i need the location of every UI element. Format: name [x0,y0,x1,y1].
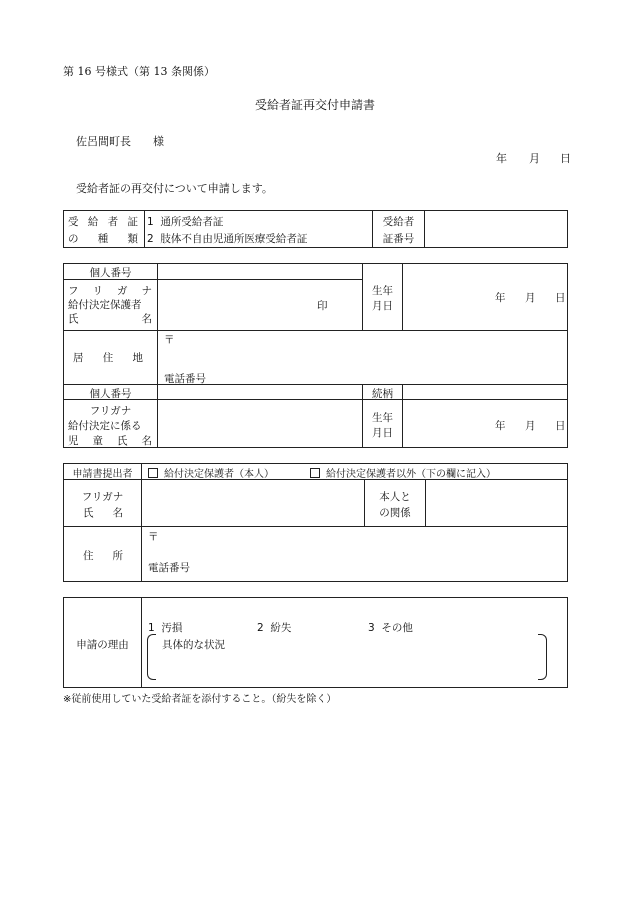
submitter-address-field[interactable] [143,527,566,581]
header-date-day[interactable]: 日 [560,152,571,165]
reason-option-soiled[interactable]: 1 汚損 [148,622,183,634]
child-name-label: 給付決定に係る [68,420,142,432]
guardian-phone-label: 電話番号 [164,373,206,385]
submitter-label: 申請書提出者 [72,469,133,480]
guardian-birth-month[interactable]: 月 [525,292,536,304]
certificate-number-label: 受給者 [382,216,415,228]
reason-label: 申請の理由 [76,639,129,651]
child-name-field[interactable] [159,400,361,447]
child-birth-year[interactable]: 年 [495,420,506,432]
submitter-phone-label: 電話番号 [148,562,190,574]
checkbox-self[interactable] [148,468,158,478]
submitter-furigana-label: フリガナ [81,491,124,503]
submitter-option-other[interactable]: 給付決定保護者以外（下の欄に記入） [310,465,496,480]
page-title: 受給者証再交付申請書 [254,98,375,112]
certificate-number-field[interactable] [426,211,566,247]
checkbox-other[interactable] [310,468,320,478]
certificate-option-2[interactable]: 2 肢体不自由児通所医療受給者証 [147,233,308,245]
guardian-birth-label: 生年 [372,285,393,297]
certificate-option-1[interactable]: 1 通所受給者証 [147,216,224,228]
guardian-furigana-label: フ リ ガ ナ [68,285,152,297]
application-statement: 受給者証の再交付について申請します。 [76,182,273,195]
guardian-birth-year[interactable]: 年 [495,292,506,304]
submitter-name-label: 氏 名 [83,507,123,519]
submitter-relation-field[interactable] [427,480,566,525]
child-birth-label: 生年 [372,412,393,424]
header-date-month[interactable]: 月 [529,152,540,165]
guardian-my-number-field[interactable] [159,264,361,278]
submitter-address-label: 住 所 [83,550,123,562]
child-my-number-label: 個人番号 [89,388,132,400]
guardian-name-label: 給付決定保護者 [68,299,142,311]
left-bracket [147,634,156,680]
submitter-option-self[interactable]: 給付決定保護者（本人） [148,465,274,480]
guardian-postal-mark: 〒 [164,334,175,346]
addressee: 佐呂間町長 [76,135,131,148]
guardian-name-field[interactable] [159,280,361,329]
reason-detail-label: 具体的な状況 [162,639,225,651]
guardian-address-label: 居 住 地 [73,352,143,364]
reason-option-other[interactable]: 3 その他 [368,622,413,634]
right-bracket [538,634,547,680]
child-birth-day[interactable]: 日 [555,420,566,432]
footnote: ※従前使用していた受給者証を添付すること。（紛失を除く） [63,694,337,705]
guardian-birth-day[interactable]: 日 [555,292,566,304]
submitter-postal-mark: 〒 [148,531,159,543]
honorific: 様 [153,135,164,148]
form-number-label: 第 16 号様式（第 13 条関係） [63,65,215,78]
child-relation-label: 続柄 [372,388,393,400]
child-relation-field[interactable] [404,385,566,398]
child-birth-month[interactable]: 月 [525,420,536,432]
guardian-my-number-label: 個人番号 [89,267,132,279]
submitter-name-field[interactable] [143,480,363,525]
reason-detail-field[interactable] [158,652,536,678]
seal-mark: 印 [317,300,328,312]
header-date-year[interactable]: 年 [496,152,507,165]
guardian-address-field[interactable] [159,331,566,383]
submitter-relation-label: 本人と [379,491,411,503]
reason-option-lost[interactable]: 2 紛失 [257,622,292,634]
child-furigana-label: フリガナ [89,405,132,417]
child-my-number-field[interactable] [159,385,361,398]
certificate-type-label: 受 給 者 証 [68,216,138,228]
